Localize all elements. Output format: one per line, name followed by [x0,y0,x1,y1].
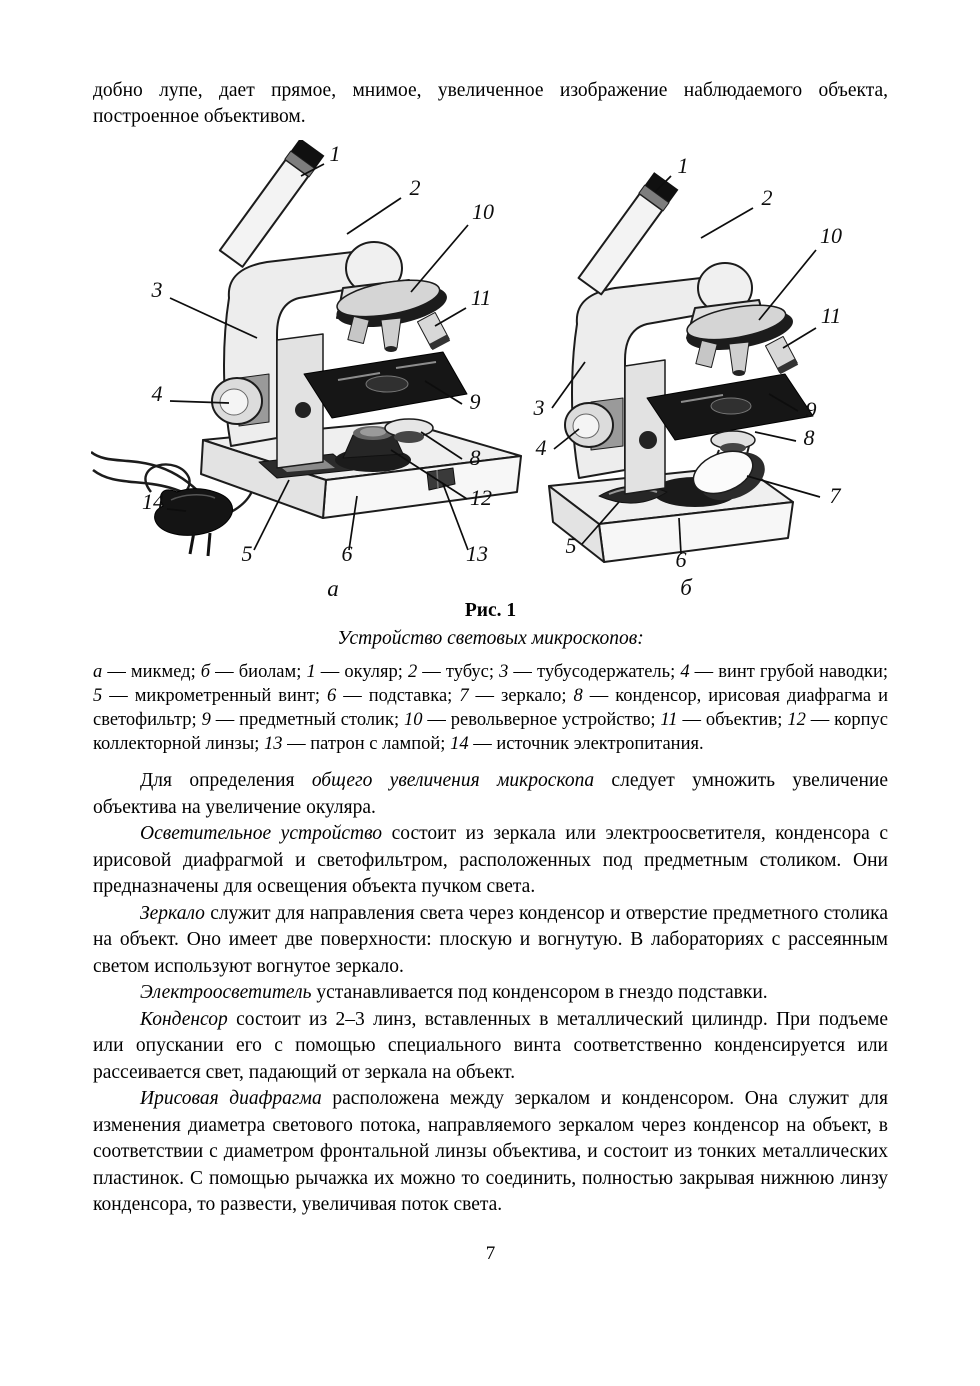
figure-1 [91,140,891,598]
callout-line-10 [759,250,816,320]
tube-a [219,140,324,267]
callout-number-3: 3 [533,395,545,420]
callout-number-12: 12 [470,485,492,510]
tube-b [578,172,679,295]
callout-number-2: 2 [761,185,773,210]
callout-number-2: 2 [409,175,421,200]
callout-number-14: 14 [142,489,164,514]
legend-key: 8 [573,686,583,706]
callout-number-8: 8 [469,445,481,470]
legend-key: 4 [680,662,690,682]
legend-key: 1 [306,662,316,682]
callout-number-3: 3 [151,277,163,302]
callout-number-7: 7 [829,483,841,508]
coarse-focus-knob-a [212,374,269,426]
legend-key: 3 [499,662,509,682]
legend-key: б [200,662,211,682]
legend-key: 10 [403,710,423,730]
microscope-a-illustration [91,140,521,598]
callout-number-9: 9 [469,389,481,414]
callout-number-13: 13 [466,541,488,566]
article-paragraph: Конденсор состоит из 2–3 линз, вставленных в металлический цилиндр. При подъеме или опускании его с помощью специального винта соответственно конденсируется или рассеивается свет, падающий от зеркала на объект. [93,1008,888,1083]
page-number: 7 [485,1242,496,1264]
callout-number-6: 6 [341,541,353,566]
callout-number-11: 11 [470,285,492,310]
callout-number-5: 5 [241,541,253,566]
legend-key: 9 [201,710,211,730]
callout-number-4: 4 [535,435,547,460]
article-paragraph: Зеркало служит для направления света через конденсор и отверстие предметного столика на объект. Оно имеет две поверхности: плоскую и вогнутую. В лабораториях с рассеянным светом используют вогнутое зеркало. [93,902,888,977]
objectives-b [696,336,798,376]
stage-b [647,374,813,440]
article-paragraph: Электроосветитель устанавливается под конденсором в гнездо подставки. [140,982,768,1003]
callout-number-10: 10 [820,223,842,248]
callout-number-8: 8 [803,425,815,450]
legend-key: а [93,662,103,682]
callout-number-10: 10 [472,199,494,224]
callout-number-4: 4 [151,381,163,406]
callout-line-2 [701,208,753,238]
callout-line-8 [755,432,796,441]
microscope-b-illustration [533,153,843,598]
figure-subtitle: Устройство световых микроскопов: [337,628,644,649]
article-body [93,768,888,1219]
figure-illustration [91,140,891,598]
legend-key: 6 [327,686,337,706]
legend-key: 7 [459,686,469,706]
article-paragraph: Для определения общего увеличения микроскопа следует умножить увеличение объектива на увеличение окуляра. [93,770,888,818]
article-paragraph: Ирисовая диафрагма расположена между зеркалом и конденсором. Она служит для изменения диаметра светового потока, направляемого зеркалом через конденсор на объект, в соответствии с диаметром фронтальной линзы объектива, и состоит из тонких металлических пластинок. С помощью рычажка их можно то соединить, полностью закрывая нижнюю линзу конденсора, то развести, увеличивая поток света. [93,1088,888,1215]
callout-number-9: 9 [805,397,817,422]
callout-number-1: 1 [329,141,341,166]
callout-line-10 [411,225,468,292]
legend-key: 13 [264,734,283,754]
callout-number-6: 6 [675,547,687,572]
article-paragraph: Осветительное устройство состоит из зеркала или электроосветителя, конденсора с ирисовой диафрагмой и светофильтром, расположенных под предметным столиком. Они предназначены для освещения объекта пучком света. [93,823,888,897]
stage-a [304,352,467,418]
callout-number-5: 5 [565,533,577,558]
legend-key: 14 [450,734,469,754]
objectives-a [348,312,450,352]
legend-key: 5 [93,686,103,706]
sub-label-a: а [327,576,339,598]
figure-caption: Рис. 1 [464,600,517,621]
sub-label-b: б [680,575,692,598]
intro-paragraph: добно лупе, дает прямое, мнимое, увеличенное изображение наблюдаемого объекта, построенное объективом. [93,80,888,127]
legend-key: 2 [407,662,418,682]
figure-legend: а — микмед; б — биолам; 1 — окуляр; 2 — тубус; 3 — тубусодержатель; 4 — винт грубой наводки; 5 — микрометренный винт; 6 — подставка; 7 — зеркало; 8 — конденсор, ирисовая диафрагма и светофильтр; 9 — предметный столик; 10 — револьверное устройство; 11 — объектив; 12 — корпус коллекторной линзы; 13 — патрон с лампой; 14 — источник электропитания. [93,662,889,754]
legend-key: 12 [787,710,806,730]
callout-line-11 [435,308,466,326]
power-supply [155,489,233,556]
legend-key: 11 [660,710,678,730]
callout-line-2 [347,198,401,234]
callout-line-11 [783,328,816,348]
callout-number-1: 1 [677,153,689,178]
callout-number-11: 11 [820,303,842,328]
